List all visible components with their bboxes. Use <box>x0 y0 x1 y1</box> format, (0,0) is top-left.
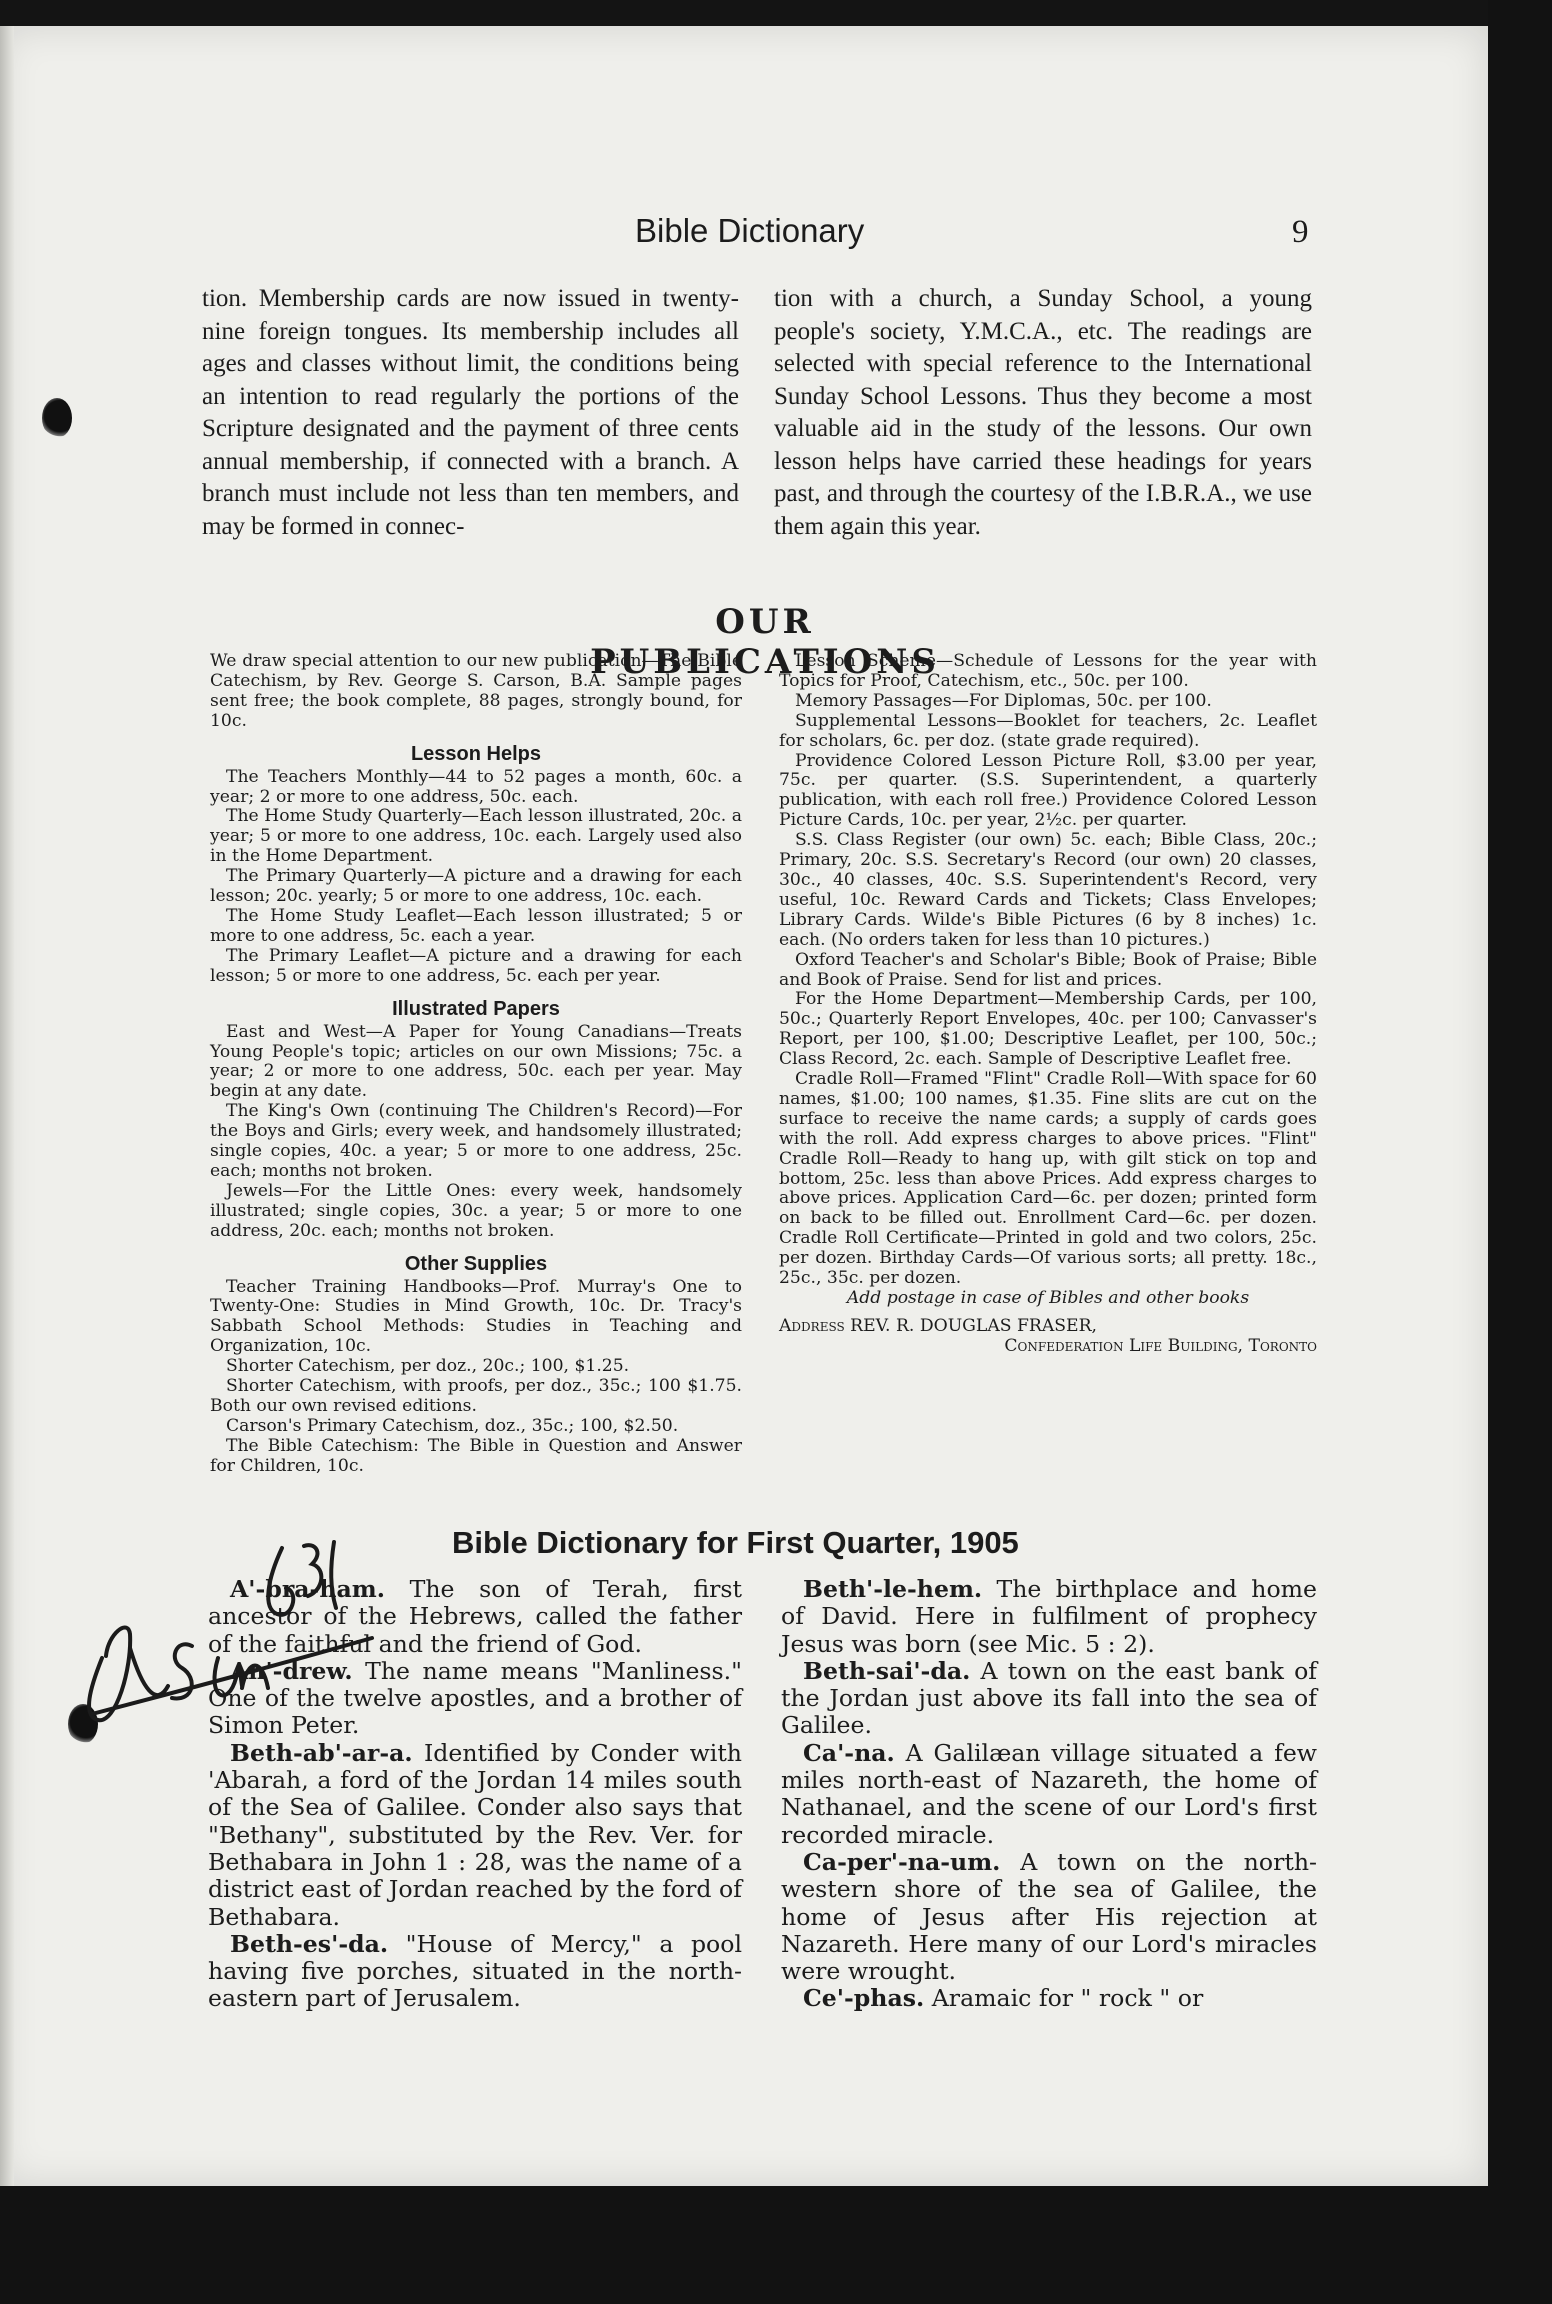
list-item: For the Home Department—Membership Cards, per 100, 50c.; Quarterly Report Envelopes, 40c. per 100; Canvasser's Report, per 100, $1.00; Descriptive Leaflet, per 100, 50c.; Class Record, 2c. each. Sample of Descriptive Leaflet free. <box>779 989 1317 1070</box>
dictionary-entry <box>781 1985 1317 2012</box>
headword: Beth-sai'-da. <box>803 1656 971 1685</box>
dictionary-entry <box>781 1658 1317 1740</box>
definition: A town on the east bank of the Jordan just above its fall into the sea of Galilee. <box>781 1656 1318 1740</box>
page-edge <box>0 26 14 2186</box>
address-line-building: Confederation Life Building, Toronto <box>1004 1335 1317 1356</box>
page-number: 9 <box>1292 214 1309 250</box>
list-item: Shorter Catechism, per doz., 20c.; 100, $1.25. <box>226 1356 630 1377</box>
definition: A Galilæan village situated a few miles north-east of Nazareth, the home of Nathanael, and the scene of our Lord's first recorded miracle. <box>781 1738 1318 1849</box>
intro-left-column <box>202 283 739 543</box>
headword: Ca'-na. <box>803 1738 895 1767</box>
list-item: Cradle Roll—Framed "Flint" Cradle Roll—With space for 60 names, $1.00; 100 names, $1.35. Fine slits are cut on the surface to receive the name cards; a supply of cards goes with the roll. Add express charges to above prices. "Flint" Cradle Roll—Ready to hang up, with gilt stick on top and bottom, 25c. less than above Prices. Add express charges to above prices. Application Card—6c. per dozen; printed form on back to be filled out. Enrollment Card—6c. per dozen. Cradle Roll Certificate—Printed in gold and two colors, 25c. per dozen. Birthday Cards—Of various sorts; all pretty. 18c., 25c., 35c. per dozen. <box>779 1069 1317 1289</box>
list-item: Shorter Catechism, with proofs, per doz., 35c.; 100 $1.75. Both our own revised editions. <box>210 1376 742 1416</box>
dictionary-entry <box>208 1740 742 1931</box>
definition: Identified by Conder with 'Abarah, a ford of the Jordan 14 miles south of the Sea of Galilee. Conder also says that "Bethany", substituted by the Rev. Ver. for Bethabara in John 1 : 28, was the name of a district east of Jordan reached by the ford of Bethabara. <box>208 1738 742 1931</box>
definition: The birthplace and home of David. Here in fulfilment of prophecy Jesus was born (see Mic. 5 : 2). <box>781 1575 1317 1658</box>
list-item: Providence Colored Lesson Picture Roll, $3.00 per year, 75c. per quarter. (S.S. Superintendent, a quarterly publication, with each roll free.) Providence Colored Lesson Picture Cards, 10c. per year, 2½c. per quarter. <box>779 750 1317 831</box>
list-item: Memory Passages—For Diplomas, 50c. per 100. <box>795 690 1212 711</box>
headword: Ce'-phas. <box>803 1984 925 2013</box>
list-item: East and West—A Paper for Young Canadians—Treats Young People's topic; articles on our own Missions; 75c. a year; 2 or more to one address, 50c. each per year. May begin at any date. <box>210 1021 742 1102</box>
list-item: Teacher Training Handbooks—Prof. Murray's One to Twenty-One: Studies in Mind Growth, 10c. Dr. Tracy's Sabbath School Methods: Studies in Teaching and Organization, 10c. <box>210 1276 742 1357</box>
headword: Beth-ab'-ar-a. <box>230 1738 413 1767</box>
headword: Ca-per'-na-um. <box>803 1847 1001 1876</box>
dictionary-heading: Bible Dictionary for First Quarter, 1905 <box>452 1525 1019 1560</box>
publications-left-column <box>210 652 742 1477</box>
dictionary-entry <box>781 1576 1317 1658</box>
dictionary-entry <box>208 1931 742 2013</box>
list-item: Oxford Teacher's and Scholar's Bible; Book of Praise; Bible and Book of Praise. Send for list and prices. <box>779 949 1317 990</box>
definition: "House of Mercy," a pool having five porches, situated in the north-eastern part of Jerusalem. <box>208 1929 743 2013</box>
list-item: Lesson Scheme—Schedule of Lessons for the year with Topics for Proof, Catechism, etc., 50c. per 100. <box>779 651 1317 691</box>
list-item: Supplemental Lessons—Booklet for teachers, 2c. Leaflet for scholars, 6c. per doz. (state grade required). <box>779 710 1317 751</box>
handwritten-annotation <box>72 1538 412 1728</box>
running-title: Bible Dictionary <box>635 212 865 249</box>
dictionary-entry <box>781 1740 1317 1849</box>
dictionary-entry <box>781 1849 1317 1985</box>
binding-hole-top <box>42 398 72 438</box>
publications-intro: We draw special attention to our new publication—The Bible Catechism, by Rev. George S. Carson, B.A. Sample pages sent free; the book complete, 88 pages, strongly bound, for 10c. <box>210 651 742 731</box>
list-item: Carson's Primary Catechism, doz., 35c.; 100, $2.50. <box>226 1415 679 1436</box>
postage-note: Add postage in case of Bibles and other books <box>846 1288 1250 1308</box>
list-item: The Bible Catechism: The Bible in Question and Answer for Children, 10c. <box>210 1435 742 1476</box>
publications-heading: OUR PUBLICATIONS <box>590 602 940 682</box>
list-item: The Primary Quarterly—A picture and a drawing for each lesson; 20c. yearly; 5 or more to one address, 10c. each. <box>210 866 742 907</box>
list-item: The King's Own (continuing The Children's Record)—For the Boys and Girls; every week, and handsomely illustrated; single copies, 40c. a year; 5 or more to one address, 25c. each; months not broken. <box>210 1101 742 1181</box>
intro-right-column <box>774 283 1312 543</box>
definition: The name means "Manliness." One of the twelve apostles, and a brother of Simon Peter. <box>208 1656 742 1740</box>
scan-background-right <box>1488 0 1552 2304</box>
headword: An'-drew. <box>230 1656 353 1685</box>
definition: A town on the north-western shore of the sea of Galilee, the home of Jesus after His rejection at Nazareth. Here many of our Lord's miracles were wrought. <box>781 1847 1317 1986</box>
intro-left-text: tion. Membership cards are now issued in twenty-nine foreign tongues. Its membership includes all ages and classes without limit, the conditions being an intention to read regularly the portions of the Scripture designated and the payment of three cents annual membership, if connected with a branch. A branch must include not less than ten members, and may be formed in connec- <box>202 285 739 540</box>
dictionary-right-column <box>781 1576 1317 2013</box>
headword: Beth-es'-da. <box>230 1929 389 1958</box>
intro-right-text: tion with a church, a Sunday School, a young people's society, Y.M.C.A., etc. The readings are selected with special reference to the International Sunday School Lessons. Thus they become a most valuable aid in the study of the lessons. Our own lesson helps have carried these headings for years past, and through the courtesy of the I.B.R.A., we use them again this year. <box>774 285 1312 540</box>
scan-background-bottom <box>0 2186 1552 2304</box>
address-line: Address REV. R. DOUGLAS FRASER, <box>779 1315 1097 1336</box>
publications-right-column <box>779 652 1317 1357</box>
definition: The son of Terah, first ancestor of the Hebrews, called the father of the faithful and the friend of God. <box>208 1575 742 1658</box>
list-item: The Home Study Quarterly—Each lesson illustrated, 20c. a year; 5 or more to one address, 10c. each. Largely used also in the Home Department. <box>210 806 742 867</box>
illustrated-papers-heading: Illustrated Papers <box>392 997 560 1020</box>
headword: A'-bra-ham. <box>230 1575 385 1603</box>
definition: Aramaic for " rock " or <box>931 1984 1204 2013</box>
list-item: The Primary Leaflet—A picture and a drawing for each lesson; 5 or more to one address, 5c. each per year. <box>210 945 742 986</box>
list-item: Jewels—For the Little Ones: every week, handsomely illustrated; single copies, 30c. a year; 5 or more to one address, 20c. each; months not broken. <box>210 1180 742 1241</box>
list-item: The Teachers Monthly—44 to 52 pages a month, 60c. a year; 2 or more to one address, 50c. each. <box>210 766 742 807</box>
list-item: The Home Study Leaflet—Each lesson illustrated; 5 or more to one address, 5c. each a year. <box>210 905 742 946</box>
list-item: S.S. Class Register (our own) 5c. each; Bible Class, 20c.; Primary, 20c. S.S. Secretary's Record (our own) 20 classes, 30c., 40 classes, 40c. S.S. Superintendent's Record, very useful, 10c. Reward Cards and Tickets; Class Envelopes; Library Cards. Wilde's Bible Pictures (6 by 8 inches) 1c. each. (No orders taken for less than 10 pictures.) <box>779 830 1317 950</box>
other-supplies-heading: Other Supplies <box>404 1252 548 1275</box>
lesson-helps-heading: Lesson Helps <box>410 742 542 765</box>
headword: Beth'-le-hem. <box>803 1575 983 1603</box>
